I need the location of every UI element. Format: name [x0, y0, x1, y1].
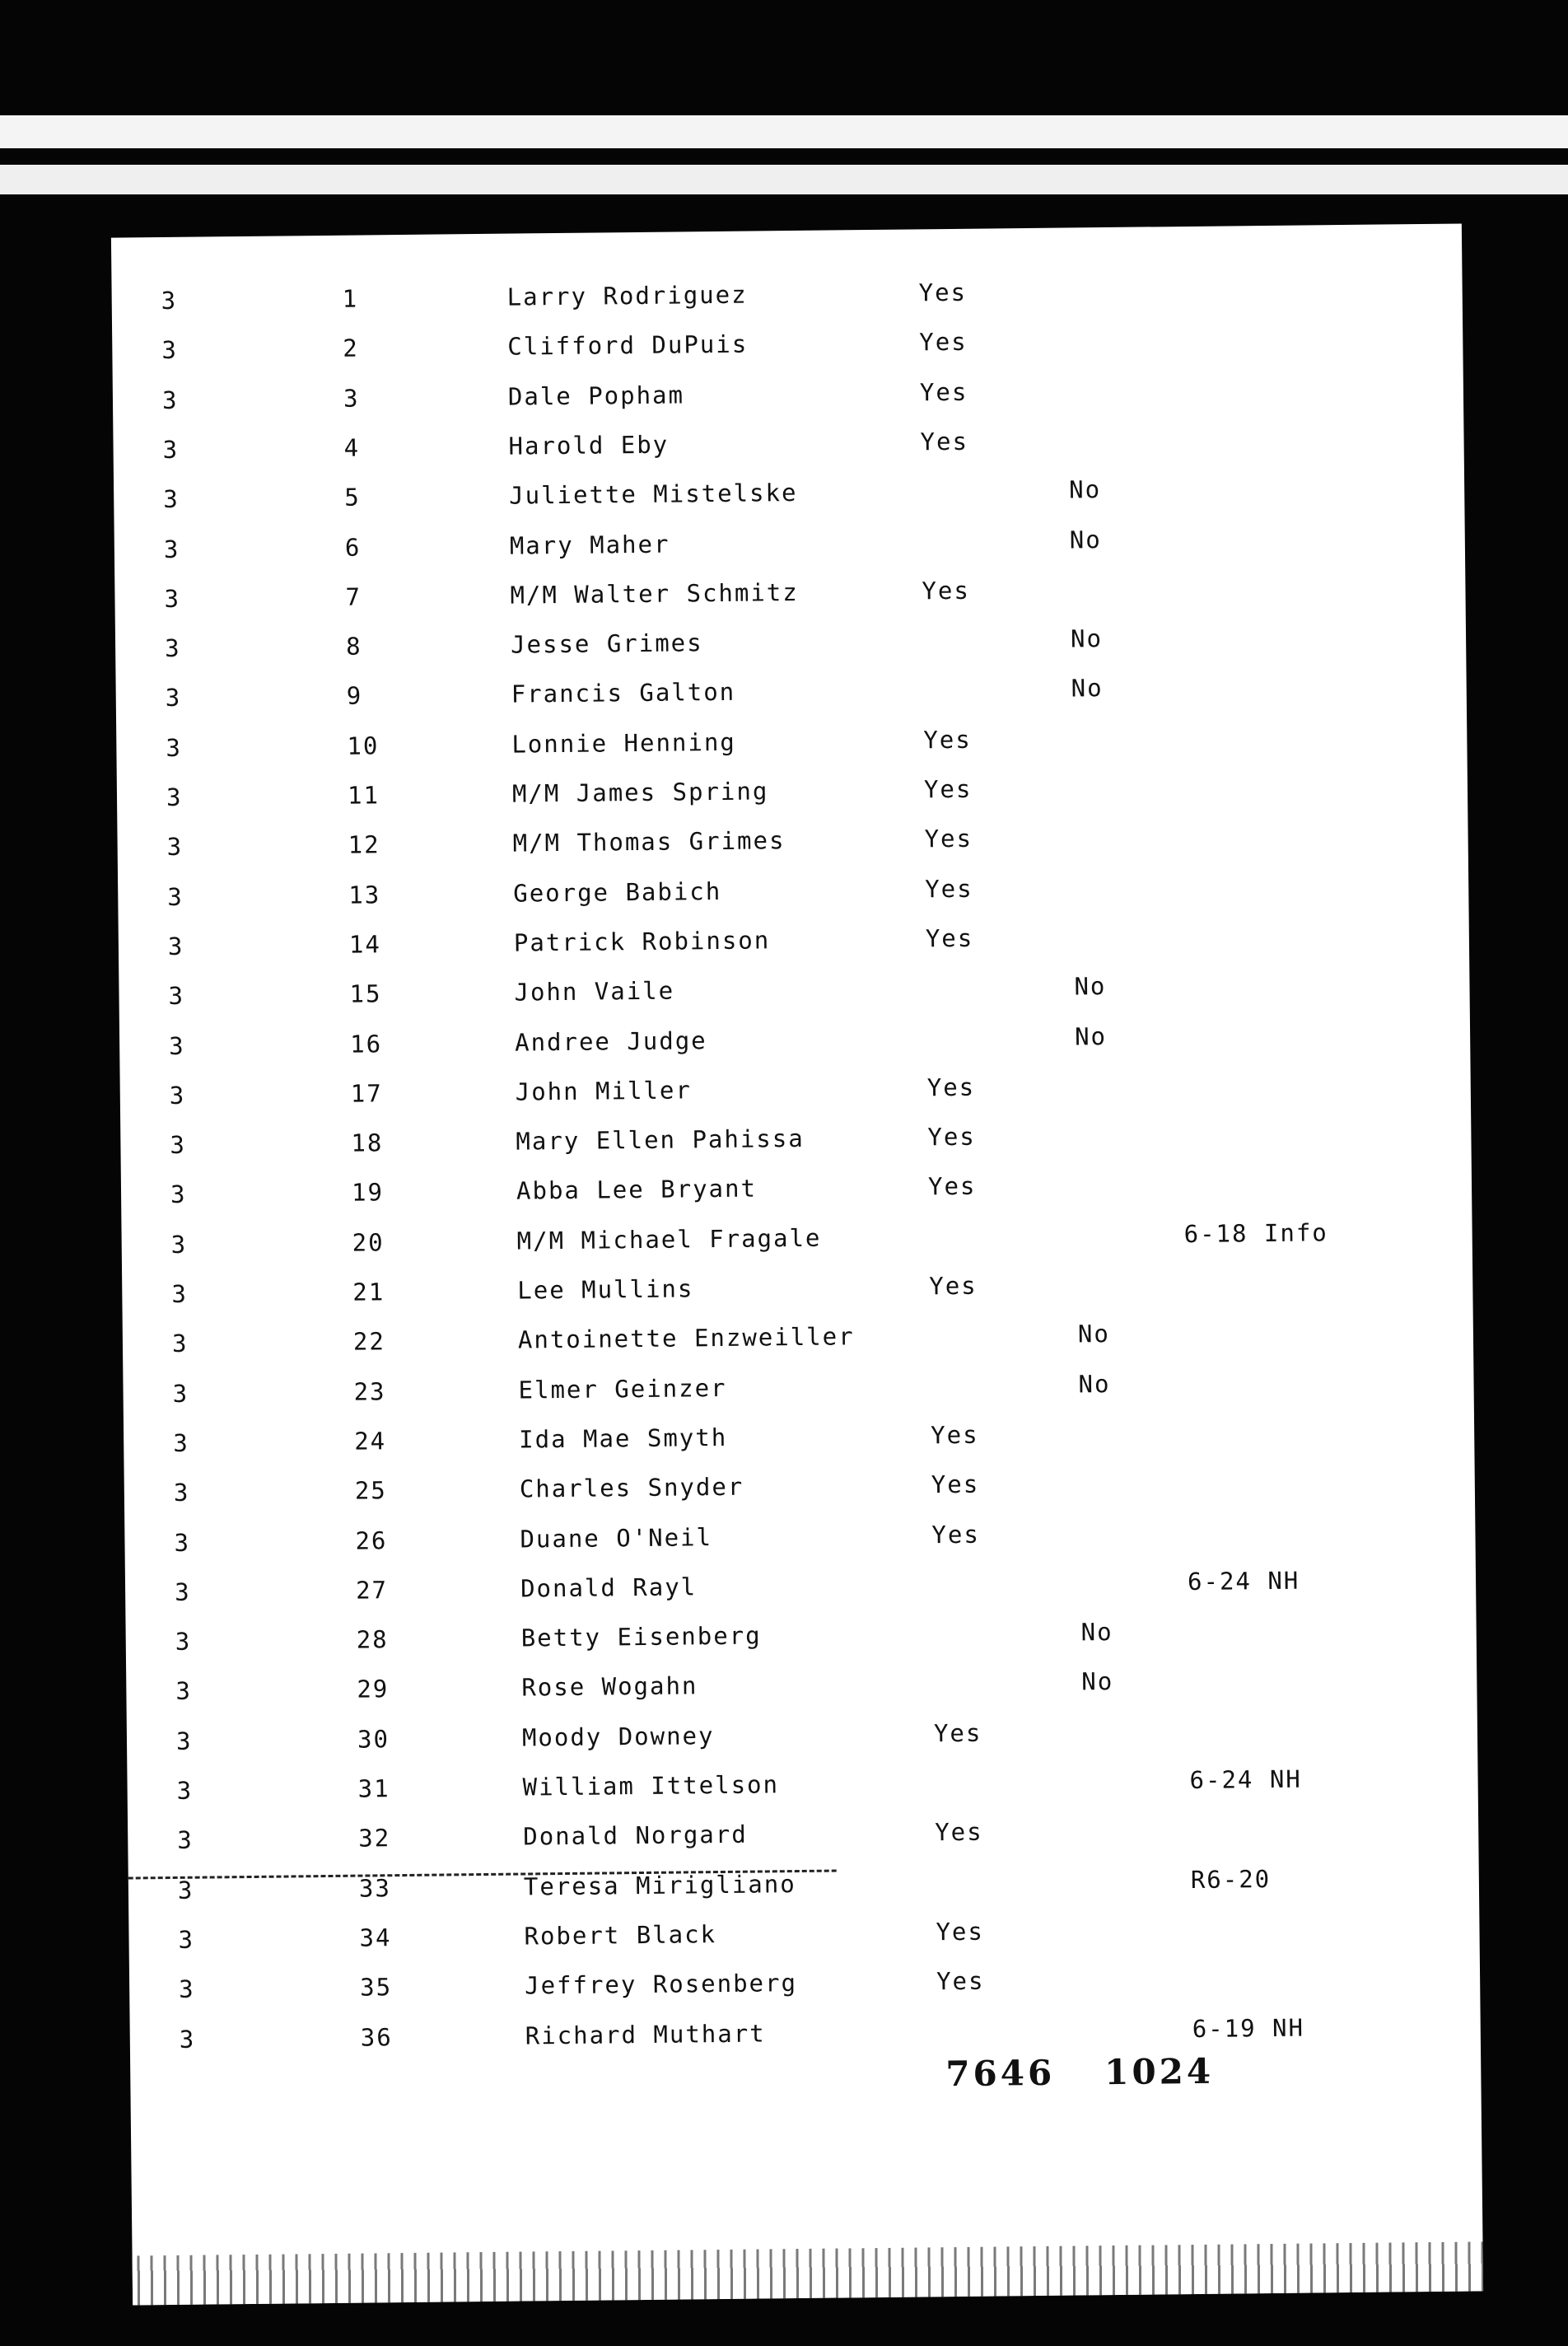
row-number: 10	[347, 731, 380, 760]
row-position: 3	[161, 286, 178, 315]
row-response: No	[1080, 1618, 1113, 1647]
row-number: 32	[358, 1824, 391, 1853]
row-position: 3	[177, 1876, 194, 1904]
row-name: Abba Lee Bryant	[516, 1174, 758, 1205]
row-position: 3	[161, 386, 179, 414]
stamp-number-left: 7646	[945, 2052, 1056, 2095]
row-number: 8	[345, 632, 362, 661]
row-name: Antoinette Enzweiller	[517, 1322, 855, 1354]
row-response: Yes	[927, 1172, 977, 1201]
row-name: Robert Black	[524, 1919, 717, 1951]
row-number: 31	[357, 1774, 390, 1803]
row-position: 3	[164, 584, 181, 613]
document-stamp-number	[945, 2050, 1263, 2094]
row-response: Yes	[935, 1817, 983, 1847]
row-position: 3	[172, 1379, 189, 1408]
row-response: Yes	[920, 427, 969, 456]
row-response: No	[1074, 972, 1107, 1001]
row-position: 3	[163, 535, 180, 563]
row-name: John Miller	[515, 1076, 693, 1106]
row-response: No	[1069, 525, 1102, 554]
row-number: 29	[357, 1675, 390, 1704]
row-response: Yes	[931, 1520, 981, 1549]
stamp-number-right: 1024	[1104, 2050, 1215, 2093]
row-position: 3	[171, 1330, 189, 1358]
row-response: Yes	[924, 825, 973, 853]
row-position: 3	[170, 1230, 188, 1259]
row-position: 3	[175, 1677, 193, 1706]
row-number: 20	[352, 1227, 385, 1257]
row-name: Betty Eisenberg	[520, 1621, 762, 1652]
row-position: 3	[177, 1826, 194, 1855]
row-name: George Babich	[513, 876, 722, 908]
row-position: 3	[176, 1776, 194, 1805]
row-number: 7	[345, 582, 362, 611]
row-name: Jeffrey Rosenberg	[524, 1969, 798, 2000]
row-position: 3	[166, 733, 183, 762]
row-name: M/M Thomas Grimes	[512, 826, 786, 858]
row-note: 6-24 NH	[1187, 1566, 1300, 1596]
row-response: No	[1081, 1667, 1114, 1696]
row-name: Charles Snyder	[519, 1472, 744, 1503]
row-number: 9	[346, 681, 363, 711]
row-name: Duane O'Neil	[520, 1522, 713, 1554]
row-number: 21	[352, 1278, 385, 1306]
scan-edge-band	[0, 115, 1568, 148]
row-name: Lonnie Henning	[511, 727, 736, 759]
row-name: Larry Rodriguez	[506, 280, 748, 311]
row-note: R6-20	[1190, 1864, 1272, 1894]
row-response: Yes	[919, 328, 968, 357]
row-name: Clifford DuPuis	[507, 329, 749, 361]
row-number: 19	[351, 1178, 385, 1208]
row-name: John Vaile	[514, 976, 675, 1007]
row-position: 3	[174, 1528, 191, 1557]
row-number: 5	[344, 483, 361, 512]
row-position: 3	[178, 1925, 195, 1954]
row-response: Yes	[933, 1718, 982, 1747]
row-position: 3	[170, 1130, 187, 1160]
row-position: 3	[167, 932, 184, 960]
row-number: 2	[343, 334, 359, 363]
row-position: 3	[163, 484, 180, 514]
row-response: Yes	[918, 278, 968, 307]
row-note: 6-24 NH	[1189, 1764, 1302, 1795]
row-response: Yes	[926, 1073, 976, 1102]
row-number: 36	[360, 2022, 393, 2052]
row-name: Patrick Robinson	[513, 926, 771, 957]
row-name: Elmer Geinzer	[518, 1373, 727, 1404]
row-position: 3	[168, 981, 185, 1011]
row-name: M/M Michael Fragale	[516, 1223, 822, 1255]
row-response: Yes	[919, 377, 968, 406]
row-position: 3	[170, 1180, 187, 1209]
row-name: M/M Walter Schmitz	[510, 577, 799, 610]
row-response: No	[1078, 1369, 1111, 1399]
row-name: Jesse Grimes	[510, 629, 703, 659]
row-position: 3	[167, 882, 184, 911]
row-response: Yes	[936, 1966, 985, 1996]
row-name: Ida Mae Smyth	[519, 1423, 728, 1454]
row-position: 3	[175, 1727, 193, 1755]
row-response: Yes	[925, 874, 973, 903]
row-name: Teresa Mirigliano	[523, 1869, 796, 1901]
row-response: No	[1070, 624, 1104, 653]
row-note: 6-19 NH	[1192, 2013, 1305, 2043]
row-name: Lee Mullins	[517, 1274, 694, 1305]
row-position: 3	[171, 1279, 188, 1308]
row-response: No	[1074, 1021, 1108, 1050]
row-name: Dale Popham	[507, 380, 685, 411]
row-number: 35	[359, 1973, 393, 2002]
row-response: No	[1068, 475, 1102, 504]
row-name: Richard Muthart	[525, 2018, 766, 2050]
row-response: No	[1071, 674, 1104, 703]
row-number: 6	[344, 532, 362, 562]
row-number: 13	[348, 880, 381, 909]
row-position: 3	[164, 633, 181, 663]
row-position: 3	[179, 2025, 196, 2054]
row-position: 3	[168, 1031, 185, 1060]
row-position: 3	[161, 336, 178, 365]
row-name: Juliette Mistelske	[509, 479, 798, 510]
row-number: 4	[343, 433, 361, 462]
row-response: Yes	[923, 725, 972, 755]
row-position: 3	[165, 684, 182, 713]
row-number: 18	[351, 1129, 384, 1157]
row-position: 3	[166, 783, 183, 811]
row-name: M/M James Spring	[511, 777, 769, 808]
row-response: Yes	[931, 1470, 980, 1499]
row-name: Rose Wogahn	[521, 1671, 698, 1702]
row-response: Yes	[927, 1122, 976, 1152]
row-name: Mary Ellen Pahissa	[516, 1124, 805, 1156]
row-position: 3	[166, 833, 184, 862]
document-page	[111, 223, 1483, 2305]
row-number: 25	[354, 1476, 387, 1505]
row-response: Yes	[929, 1271, 978, 1301]
row-name: Donald Rayl	[520, 1573, 698, 1603]
row-number: 3	[343, 384, 360, 413]
row-name: Moody Downey	[521, 1721, 715, 1752]
row-response: Yes	[923, 774, 973, 804]
row-number: 26	[355, 1526, 388, 1555]
row-number: 28	[356, 1625, 389, 1654]
row-number: 14	[348, 930, 382, 959]
row-position: 3	[169, 1081, 186, 1110]
row-position: 3	[175, 1627, 192, 1657]
row-position: 3	[178, 1974, 195, 2004]
row-name: Mary Maher	[509, 530, 670, 560]
row-response: Yes	[925, 923, 974, 953]
row-response: Yes	[931, 1420, 979, 1450]
row-number: 24	[354, 1427, 387, 1456]
row-number: 33	[358, 1873, 391, 1903]
row-number: 30	[357, 1724, 390, 1754]
row-number: 17	[350, 1079, 383, 1108]
row-name: William Ittelson	[522, 1770, 780, 1802]
row-number: 16	[349, 1029, 383, 1059]
row-name: Francis Galton	[511, 678, 736, 708]
row-number: 15	[349, 979, 382, 1008]
row-number: 22	[352, 1327, 386, 1356]
row-number: 12	[348, 830, 380, 859]
row-response: Yes	[922, 576, 971, 605]
scan-edge-band-lower	[0, 165, 1568, 194]
row-number: 23	[353, 1376, 386, 1406]
row-note: 6-18 Info	[1183, 1217, 1328, 1248]
row-number: 1	[342, 284, 359, 313]
row-response: No	[1077, 1320, 1111, 1348]
row-number: 27	[355, 1576, 389, 1605]
row-number: 34	[359, 1923, 392, 1952]
row-name: Donald Norgard	[523, 1820, 748, 1851]
row-number: 11	[347, 781, 380, 810]
row-position: 3	[173, 1478, 190, 1507]
row-position: 3	[162, 435, 180, 464]
row-name: Andree Judge	[514, 1026, 707, 1057]
row-position: 3	[174, 1577, 191, 1606]
row-position: 3	[173, 1428, 189, 1457]
row-name: Harold Eby	[508, 430, 670, 460]
row-response: Yes	[936, 1917, 985, 1946]
